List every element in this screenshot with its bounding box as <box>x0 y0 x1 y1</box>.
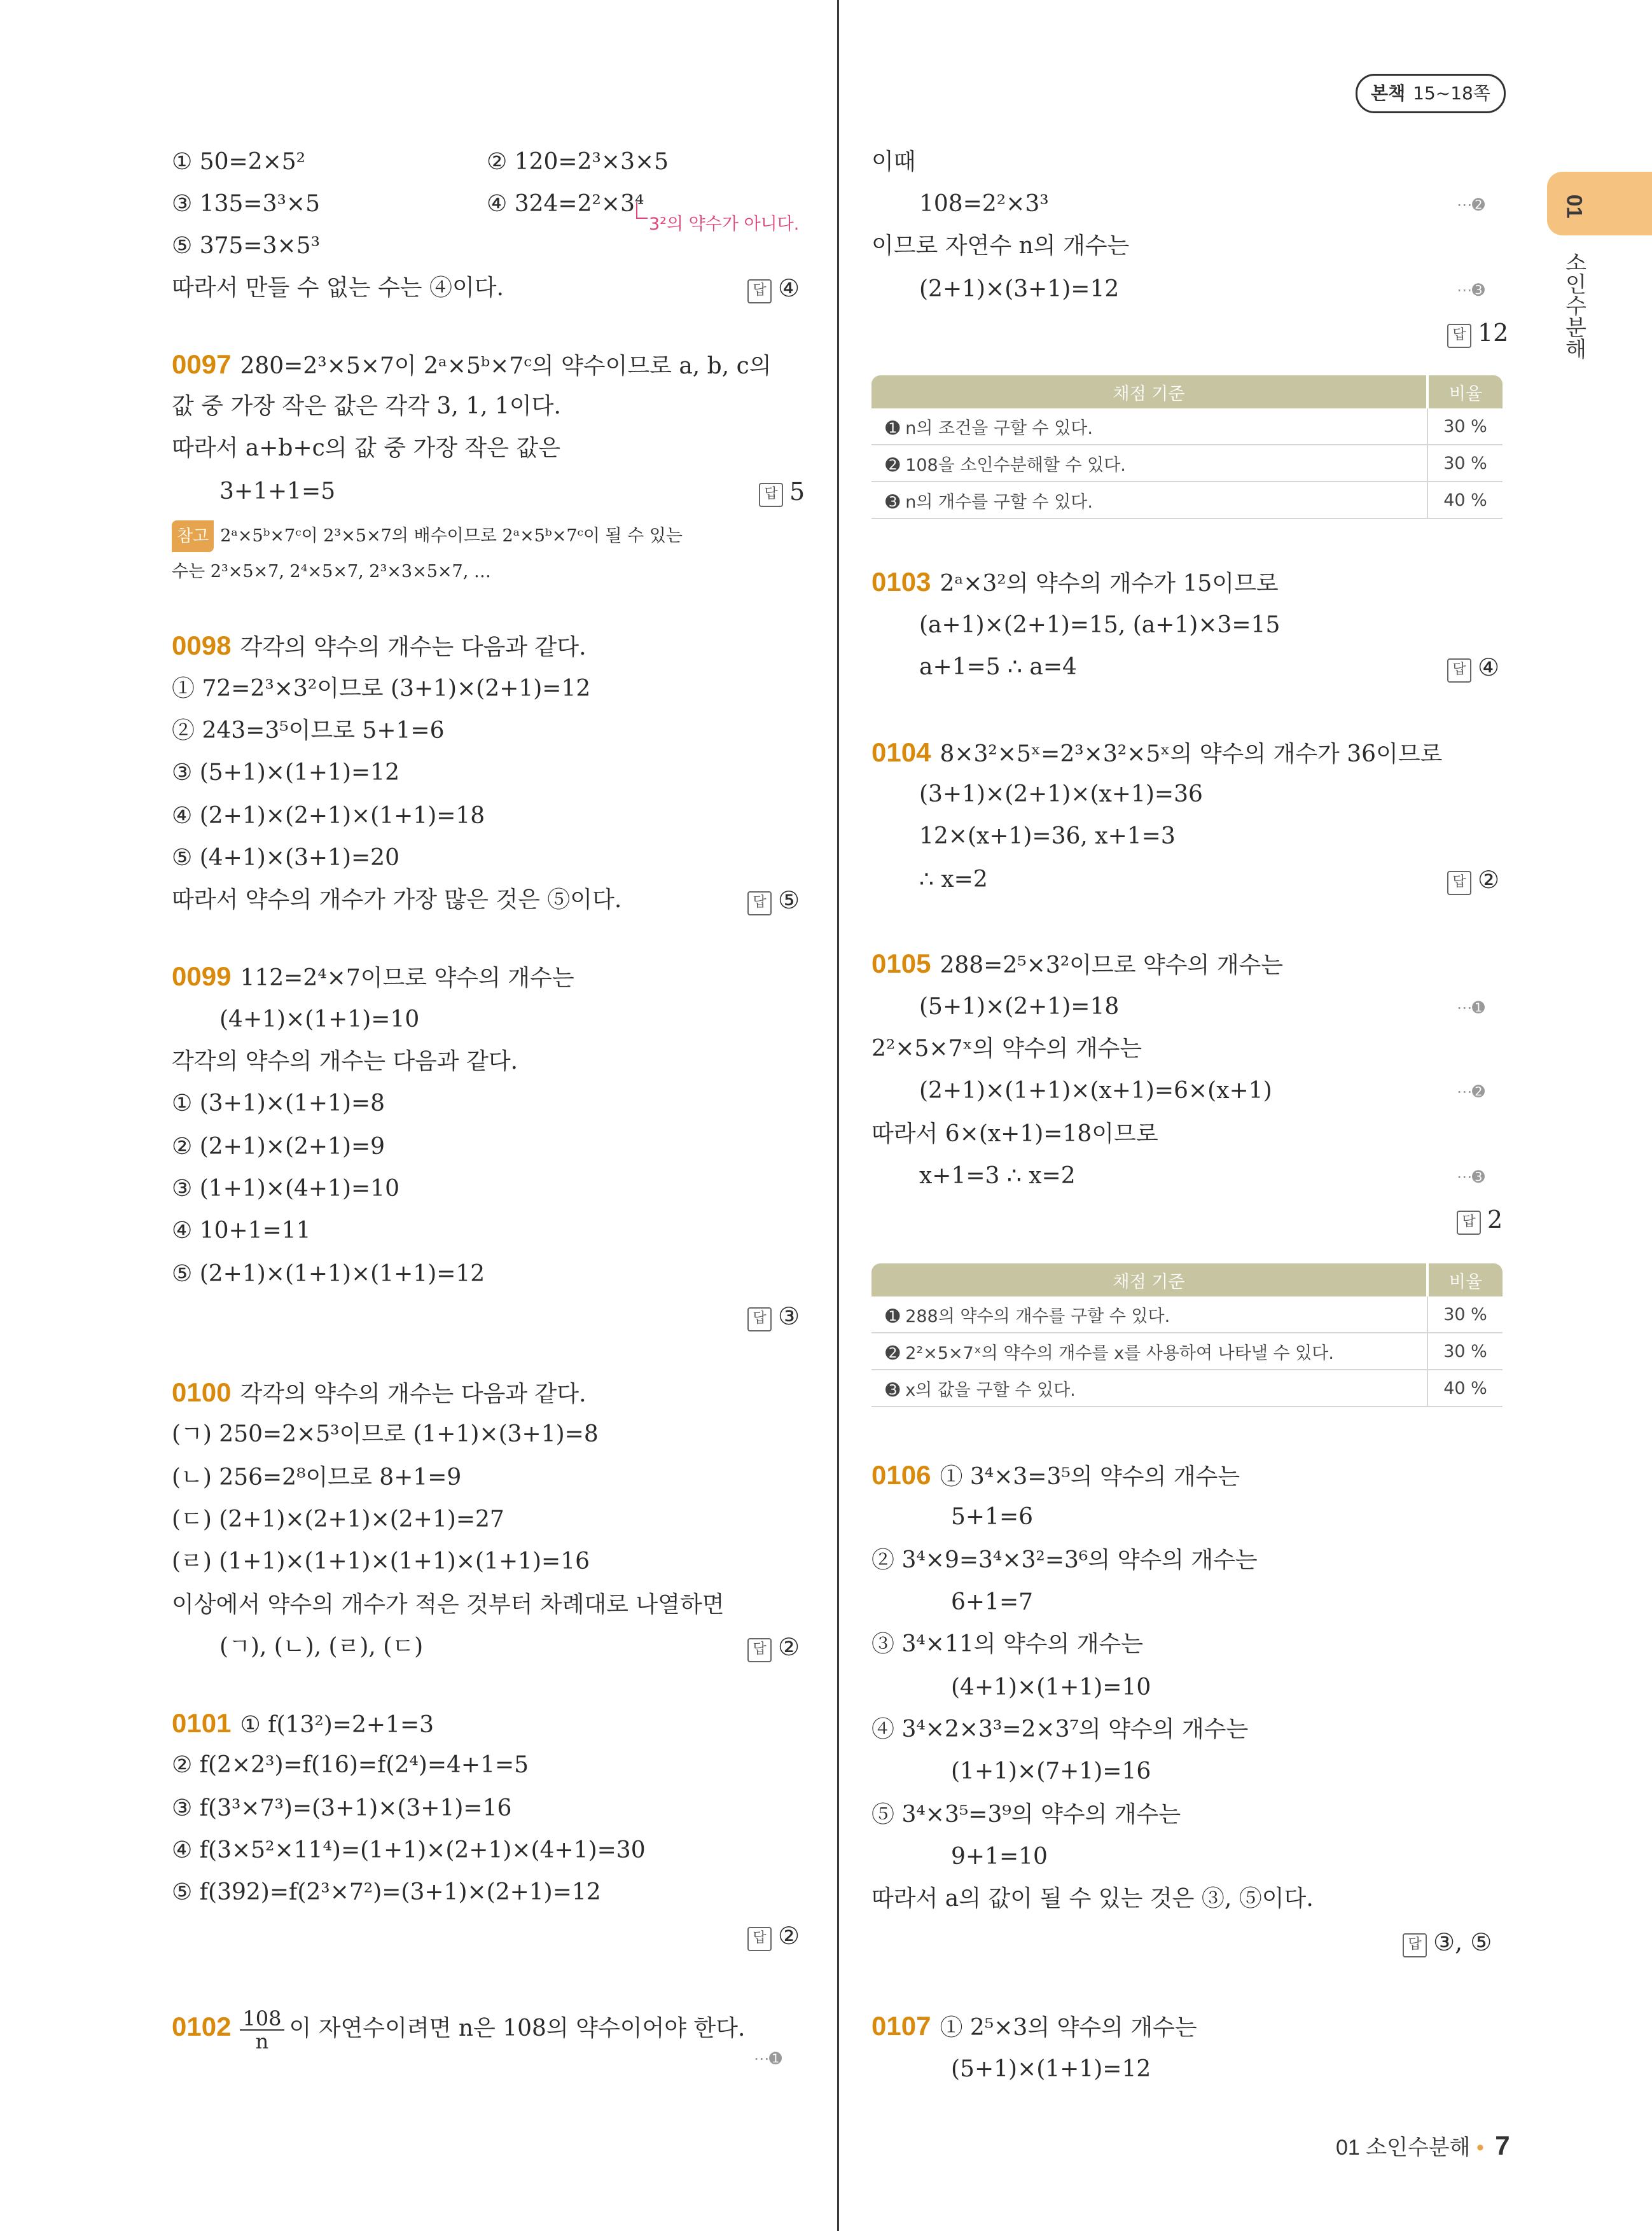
criteria-ratio: 40 % <box>1427 1370 1503 1407</box>
criteria-text: ➌ x의 값을 구할 수 있다. <box>871 1370 1427 1407</box>
problem-line <box>871 2010 1197 2044</box>
solution-line <box>172 1462 461 1494</box>
solution-line <box>919 991 1119 1023</box>
solution-line <box>951 1756 1151 1788</box>
line-text: 따라서 a+b+c의 값 중 가장 작은 값은 <box>172 435 560 461</box>
grading-criteria-table <box>871 1263 1503 1407</box>
answer-value: ② <box>1478 866 1500 894</box>
answer-icon: 답 <box>747 891 772 915</box>
line-text: (2+1)×(3+1)=12 <box>919 276 1120 302</box>
line-text: 따라서 a의 값이 될 수 있는 것은 ③, ⑤이다. <box>871 1886 1314 1912</box>
answer-icon: 답 <box>1447 324 1471 348</box>
line-text: 이때 <box>871 149 916 175</box>
line-text: (ㄱ) 250=2×5³이므로 (1+1)×(3+1)=8 <box>172 1421 599 1447</box>
solution-line <box>172 1131 385 1163</box>
line-text: ④ (2+1)×(2+1)×(1+1)=18 <box>172 803 485 829</box>
column-divider <box>837 0 839 2231</box>
problem-number: 0098 <box>172 630 232 660</box>
answer <box>747 272 800 304</box>
line-text: ⑤ (2+1)×(1+1)×(1+1)=12 <box>172 1261 485 1287</box>
line-text: ④ 10+1=11 <box>172 1218 311 1244</box>
line-text: ① 72=2³×3²이므로 (3+1)×(2+1)=12 <box>172 676 591 702</box>
line-text: ① f(13²)=2+1=3 <box>240 1712 434 1738</box>
line-text: 각각의 약수의 개수는 다음과 같다. <box>172 1048 518 1074</box>
solution-line <box>172 272 504 304</box>
solution-line <box>919 821 1176 852</box>
solution-line <box>951 1587 1033 1618</box>
step-marker: ⋯➊ <box>754 2050 782 2068</box>
solution-line <box>219 1004 419 1036</box>
problem-number: 0105 <box>871 949 931 978</box>
line-text: x+1=3 ∴ x=2 <box>919 1163 1076 1189</box>
solution-line <box>172 757 399 789</box>
line-text: (ㄹ) (1+1)×(1+1)×(1+1)×(1+1)=16 <box>172 1548 590 1574</box>
line-text: ⑤ 375=3×5³ <box>172 233 320 259</box>
problem-0102: 0102 $\frac{108}{n}$ 이 자연수이려면 n은 108의 약수이어야 한다. <box>172 2006 746 2054</box>
solution-line <box>172 1215 311 1247</box>
solution-line <box>951 1672 1151 1704</box>
criteria-header: 채점 기준 <box>871 1263 1427 1296</box>
line-text: (5+1)×(2+1)=18 <box>919 994 1120 1020</box>
answer-icon: 답 <box>1447 871 1471 895</box>
answer <box>759 476 805 508</box>
problem-line <box>172 349 772 382</box>
line-text: (ㄷ) (2+1)×(2+1)×(2+1)=27 <box>172 1506 504 1533</box>
criteria-text: ➊ 288의 약수의 개수를 구할 수 있다. <box>871 1296 1427 1333</box>
line-text: 따라서 6×(x+1)=18이므로 <box>871 1121 1158 1147</box>
answer-icon: 답 <box>747 1638 772 1662</box>
solution-line <box>172 884 621 916</box>
problem-number: 0104 <box>871 737 931 767</box>
reference-tag: 참고 <box>172 520 214 552</box>
solution-line <box>487 188 644 220</box>
solution-line <box>172 520 683 552</box>
answer-value: ② <box>778 1633 800 1661</box>
answer-value: 2 <box>1487 1206 1503 1234</box>
line-text: 2ᵃ×3²의 약수의 개수가 15이므로 <box>940 571 1279 597</box>
line-text: (ㄱ), (ㄴ), (ㄹ), (ㄷ) <box>219 1634 424 1660</box>
answer <box>747 1631 800 1663</box>
criteria-text: ➋ 108을 소인수분해할 수 있다. <box>871 445 1427 482</box>
line-text: ④ f(3×5²×11⁴)=(1+1)×(2+1)×(4+1)=30 <box>172 1837 646 1863</box>
criteria-ratio: 30 % <box>1427 1296 1503 1333</box>
line-text: 이상에서 약수의 개수가 적은 것부터 차례대로 나열하면 <box>172 1592 725 1618</box>
answer <box>1403 1926 1492 1958</box>
problem-number: 0106 <box>871 1460 931 1490</box>
line-text: 값 중 가장 작은 값은 각각 3, 1, 1이다. <box>172 393 561 419</box>
line-text: 5+1=6 <box>951 1504 1034 1530</box>
line-text: ∴ x=2 <box>919 866 988 893</box>
solution-line <box>172 800 485 832</box>
solution-line <box>172 673 590 705</box>
footer-bullet: • <box>1476 2136 1484 2160</box>
solution-line <box>871 146 916 178</box>
line-text: 280=2³×5×7이 2ᵃ×5ᵇ×7ᶜ의 약수이므로 a, b, c의 <box>240 353 772 379</box>
answer-value: ④ <box>1478 653 1500 681</box>
grading-criteria-table <box>871 375 1503 519</box>
line-text: ③ f(3³×7³)=(3+1)×(3+1)=16 <box>172 1795 512 1821</box>
line-text: ② 243=3⁵이므로 5+1=6 <box>172 718 445 744</box>
step-marker: ⋯➌ <box>1457 281 1485 299</box>
problem-number: 0100 <box>172 1377 232 1407</box>
criteria-row <box>871 445 1503 482</box>
problem-line <box>871 737 1442 770</box>
line-text: 12×(x+1)=36, x+1=3 <box>919 823 1176 849</box>
solution-line <box>172 433 560 464</box>
line-text: ① (3+1)×(1+1)=8 <box>172 1090 385 1116</box>
line-text: ③ (1+1)×(4+1)=10 <box>172 1176 399 1202</box>
solution-line <box>871 1033 1142 1065</box>
line-text: ③ (5+1)×(1+1)=12 <box>172 760 399 786</box>
solution-line <box>172 230 320 262</box>
solution-line <box>871 1545 1258 1576</box>
problem-line <box>172 1707 434 1741</box>
line-text: ② 3⁴×9=3⁴×3²=3⁶의 약수의 개수는 <box>871 1547 1258 1573</box>
page-footer <box>1336 2130 1510 2161</box>
solution-line <box>172 842 399 874</box>
solution-line <box>172 1504 504 1536</box>
line-text: 8×3²×5ˣ=2³×3²×5ˣ의 약수의 개수가 36이므로 <box>940 741 1443 767</box>
line-text: ② 120=2³×3×5 <box>487 149 669 175</box>
solution-line <box>172 556 491 588</box>
solution-line <box>172 1173 399 1205</box>
line-text: ① 2⁵×3의 약수의 개수는 <box>940 2015 1197 2041</box>
criteria-row <box>871 408 1503 445</box>
solution-line <box>219 476 335 508</box>
solution-line <box>871 230 1129 262</box>
solution-line <box>172 1546 590 1578</box>
answer-icon: 답 <box>1403 1933 1427 1957</box>
chapter-tab-number: 01 <box>1562 194 1586 219</box>
answer-value: ② <box>778 1922 800 1950</box>
solution-line <box>951 1501 1033 1533</box>
answer <box>747 1300 800 1332</box>
line-text: ④ 3⁴×2×3³=2×3⁷의 약수의 개수는 <box>871 1716 1249 1742</box>
line-text: 수는 2³×5×7, 2⁴×5×7, 2³×3×5×7, … <box>172 562 491 581</box>
line-text: 따라서 약수의 개수가 가장 많은 것은 ⑤이다. <box>172 887 622 913</box>
criteria-ratio: 30 % <box>1427 1333 1503 1370</box>
line-text: (1+1)×(7+1)=16 <box>951 1758 1151 1784</box>
solution-line <box>871 1883 1314 1915</box>
line-text: (2+1)×(1+1)×(x+1)=6×(x+1) <box>919 1078 1272 1104</box>
solution-line <box>172 1749 529 1781</box>
solution-line <box>919 274 1119 305</box>
criteria-row <box>871 482 1503 518</box>
answer-value: ⑤ <box>778 886 800 914</box>
fraction: $\frac{108}{n}$ <box>240 2008 284 2052</box>
solution-line <box>871 1714 1248 1746</box>
solution-line <box>172 715 444 747</box>
line-text: 112=2⁴×7이므로 약수의 개수는 <box>240 965 574 991</box>
solution-line <box>919 651 1077 683</box>
criteria-ratio: 30 % <box>1427 445 1503 482</box>
line-text: 288=2⁵×3²이므로 약수의 개수는 <box>940 952 1284 978</box>
answer-value: ③ <box>778 1302 800 1330</box>
problem-line <box>172 961 574 994</box>
line-text: a+1=5 ∴ a=4 <box>919 654 1077 680</box>
line-text: ⑤ 3⁴×3⁵=3⁹의 약수의 개수는 <box>871 1802 1181 1828</box>
answer <box>747 1920 800 1952</box>
criteria-text: ➋ 2²×5×7ˣ의 약수의 개수를 x를 사용하여 나타낼 수 있다. <box>871 1333 1427 1370</box>
line-text: 2ᵃ×5ᵇ×7ᶜ이 2³×5×7의 배수이므로 2ᵃ×5ᵇ×7ᶜ이 될 수 있는 <box>220 526 683 546</box>
answer-icon: 답 <box>747 1307 772 1331</box>
line-text: (5+1)×(1+1)=12 <box>951 2056 1151 2082</box>
answer <box>1457 1204 1503 1235</box>
answer-icon: 답 <box>1447 658 1471 683</box>
solution-line <box>172 1088 385 1120</box>
step-marker: ⋯➊ <box>1457 999 1485 1017</box>
solution-line <box>919 1075 1272 1107</box>
line-text: ① 3⁴×3=3⁵의 약수의 개수는 <box>940 1464 1240 1490</box>
problem-line <box>172 630 587 664</box>
line-text: 각각의 약수의 개수는 다음과 같다. <box>240 634 587 660</box>
problem-number: 0101 <box>172 1708 232 1738</box>
line-text: 6+1=7 <box>951 1589 1034 1615</box>
page-number: 7 <box>1495 2130 1510 2160</box>
margin-note: 3²의 약수가 아니다. <box>649 214 800 234</box>
line-text: ③ 3⁴×11의 약수의 개수는 <box>871 1631 1144 1657</box>
problem-line <box>871 566 1279 600</box>
footer-chapter: 01 소인수분해 <box>1336 2136 1471 2160</box>
problem-line <box>871 948 1283 982</box>
criteria-text: ➊ n의 조건을 구할 수 있다. <box>871 408 1427 445</box>
criteria-ratio: 30 % <box>1427 408 1503 445</box>
line-text: ② f(2×2³)=f(16)=f(2⁴)=4+1=5 <box>172 1752 529 1778</box>
line-text: 2²×5×7ˣ의 약수의 개수는 <box>871 1036 1142 1062</box>
line-text: ③ 135=3³×5 <box>172 191 320 217</box>
answer <box>1447 651 1499 683</box>
solution-line <box>951 1841 1048 1873</box>
answer-icon: 답 <box>747 279 772 303</box>
answer-icon: 답 <box>1457 1211 1481 1235</box>
line-text: 3+1+1=5 <box>219 478 336 504</box>
problem-number: 0099 <box>172 961 232 991</box>
solution-line <box>172 1835 646 1866</box>
solution-line <box>919 864 988 896</box>
answer-icon: 답 <box>759 483 783 507</box>
line-text: ④ 324=2²×3⁴ <box>487 191 644 217</box>
line-text: 108=2²×3³ <box>919 191 1049 217</box>
solution-line <box>172 188 320 220</box>
line-text: (4+1)×(1+1)=10 <box>951 1674 1151 1700</box>
step-marker: ⋯➋ <box>1457 1083 1485 1101</box>
problem-line <box>871 1459 1240 1493</box>
solution-line <box>871 1799 1181 1831</box>
criteria-row <box>871 1370 1503 1407</box>
line-text: (a+1)×(2+1)=15, (a+1)×3=15 <box>919 612 1281 638</box>
solution-line <box>951 2054 1151 2085</box>
solution-line <box>919 1160 1076 1192</box>
solution-line <box>219 1631 423 1663</box>
textbook-page-reference: 본책 15~18쪽 <box>1356 74 1506 113</box>
solution-line <box>919 779 1203 810</box>
step-marker: ⋯➌ <box>1457 1168 1485 1186</box>
criteria-row <box>871 1296 1503 1333</box>
line-text: ⑤ f(392)=f(2³×7²)=(3+1)×(2+1)=12 <box>172 1879 601 1905</box>
solution-line <box>919 188 1049 220</box>
line-text: 9+1=10 <box>951 1844 1048 1870</box>
answer-value: ④ <box>778 274 800 302</box>
step-marker: ⋯➋ <box>1457 196 1485 214</box>
answer-value: ③, ⑤ <box>1433 1928 1492 1956</box>
solution-line <box>172 1258 485 1290</box>
answer <box>747 884 800 916</box>
answer <box>1447 317 1508 349</box>
problem-number: 0102 <box>172 2012 232 2041</box>
solution-line <box>172 146 305 178</box>
answer <box>1447 864 1499 896</box>
solution-line <box>172 1877 601 1908</box>
chapter-side-title: 소인수분해 <box>1561 251 1586 359</box>
line-text: ② (2+1)×(2+1)=9 <box>172 1134 385 1160</box>
ratio-header: 비율 <box>1427 1263 1503 1296</box>
solution-line <box>487 146 669 178</box>
solution-line <box>172 1589 725 1621</box>
line-text: (4+1)×(1+1)=10 <box>219 1006 420 1032</box>
answer-value: 12 <box>1478 319 1509 347</box>
problem-line <box>172 1377 587 1410</box>
criteria-header: 채점 기준 <box>871 375 1427 408</box>
solution-line <box>172 1793 511 1824</box>
problem-number: 0107 <box>871 2011 931 2041</box>
answer-icon: 답 <box>747 1927 772 1951</box>
line-text: 따라서 만들 수 없는 수는 ④이다. <box>172 275 504 301</box>
criteria-row <box>871 1333 1503 1370</box>
problem-number: 0103 <box>871 567 931 597</box>
solution-line <box>871 1629 1143 1660</box>
solution-line <box>172 391 561 422</box>
solution-line <box>871 1118 1158 1150</box>
solution-line <box>172 1046 518 1078</box>
line-text: 각각의 약수의 개수는 다음과 같다. <box>240 1381 587 1407</box>
answer-value: 5 <box>789 478 805 506</box>
solution-line <box>172 1419 599 1450</box>
line-text: (3+1)×(2+1)×(x+1)=36 <box>919 781 1203 807</box>
criteria-text: ➌ n의 개수를 구할 수 있다. <box>871 482 1427 518</box>
line-text: ① 50=2×5² <box>172 149 306 175</box>
criteria-ratio: 40 % <box>1427 482 1503 518</box>
line-text: ⑤ (4+1)×(3+1)=20 <box>172 845 399 871</box>
solution-line <box>919 609 1280 641</box>
ratio-header: 비율 <box>1427 375 1503 408</box>
problem-number: 0097 <box>172 349 232 379</box>
line-text: 이므로 자연수 n의 개수는 <box>871 233 1130 259</box>
line-text: (ㄴ) 256=2⁸이므로 8+1=9 <box>172 1464 462 1491</box>
